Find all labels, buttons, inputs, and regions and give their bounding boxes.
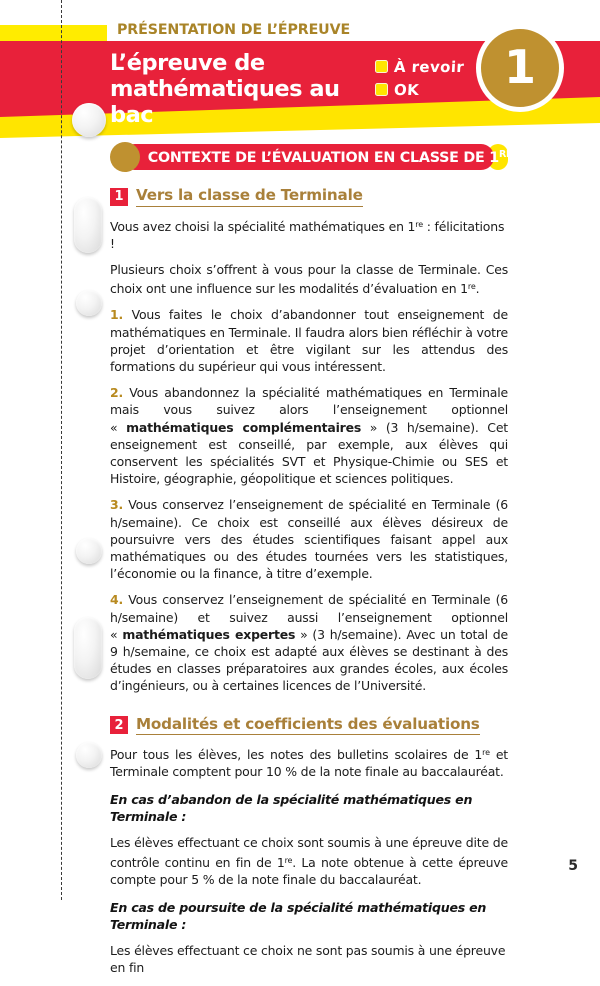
list-item bbox=[110, 384, 508, 487]
chapter-number-badge bbox=[476, 24, 564, 112]
binding-hole bbox=[76, 290, 102, 316]
binding-hole bbox=[76, 538, 102, 564]
perforation-dashed-line bbox=[61, 0, 62, 900]
list-item-text: Vous conservez l’enseignement de spécialité en Terminale (6 h/semaine). Ce choix est conseillé aux élèves désireux de poursuivre vers des études scientifiques faisant appel aux mathématiques ou des études tournées vers les statistiques, l’économie ou la finance, à titre d’exemple. bbox=[110, 497, 508, 582]
chapter-number-value: 1 bbox=[503, 39, 536, 94]
paragraph-s2-1: Pour tous les élèves, les notes des bulletins scolaires de 1re et Terminale comptent pour 10 % de la note finale au baccalauréat. bbox=[110, 747, 508, 780]
page-title-line-2: mathématiques au bac bbox=[110, 76, 340, 128]
section-title-2: Modalités et coefficients des évaluations bbox=[136, 715, 480, 736]
section-number-badge-2: 2 bbox=[110, 716, 128, 734]
paragraph-intro-1: Vous avez choisi la spécialité mathématiques en 1re : félicitations ! bbox=[110, 218, 505, 251]
list-item-number: 4. bbox=[110, 592, 124, 608]
section-heading-2 bbox=[110, 715, 508, 736]
paragraph-intro-2: Plusieurs choix s’offrent à vous pour la classe de Terminale. Ces choix ont une influence sur les modalités d’évaluation en 1re. bbox=[110, 261, 508, 297]
list-item-text-after: » (3 h/semaine). Cet enseignement est conseillé, par exemple, aux élèves qui conservent les spécialités SVT et Physique-Chimie ou SES et Histoire, géographie, géopolitique et sciences politiques. bbox=[110, 419, 508, 487]
list-item-text-before: Vous abandonnez la spécialité mathématiques en Terminale mais vous suivez alors l’enseignement optionnel « bbox=[110, 385, 508, 435]
context-banner bbox=[110, 142, 513, 172]
subheading-poursuite: En cas de poursuite de la spécialité mathématiques en Terminale : bbox=[110, 900, 487, 933]
checkbox-icon-a-revoir[interactable] bbox=[375, 60, 388, 73]
yellow-tab-accent bbox=[0, 25, 107, 43]
page-title bbox=[110, 50, 375, 128]
list-item bbox=[110, 306, 508, 375]
section-number-badge-1: 1 bbox=[110, 188, 128, 206]
list-item-emphasis: mathématiques expertes bbox=[122, 626, 296, 642]
checklist-label-a-revoir: À revoir bbox=[393, 57, 465, 76]
list-item-text-after: » (3 h/semaine). Avec un total de 9 h/semaine, ce choix est adapté aux élèves se destinant à des études en classes préparatoires aux grandes écoles, aux écoles d’ingénieurs, ou à certaines licences de l’Université. bbox=[110, 626, 508, 694]
context-banner-pill bbox=[122, 144, 513, 170]
list-item bbox=[110, 591, 508, 694]
page-content bbox=[110, 142, 513, 986]
checklist-row-ok[interactable] bbox=[375, 79, 464, 100]
list-item-number: 3. bbox=[110, 497, 124, 513]
header-kicker: PRÉSENTATION DE L’ÉPREUVE bbox=[117, 22, 351, 38]
context-banner-label: CONTEXTE DE L’ÉVALUATION EN CLASSE DE 1RE bbox=[147, 148, 513, 166]
binding-hole bbox=[72, 103, 106, 137]
checklist-row-a-revoir[interactable] bbox=[375, 56, 464, 77]
subheading-abandon: En cas d’abandon de la spécialité mathématiques en Terminale : bbox=[110, 792, 473, 825]
list-item-number: 1. bbox=[110, 307, 124, 323]
binding-hole bbox=[74, 197, 102, 253]
list-item-emphasis: mathématiques complémentaires bbox=[126, 419, 362, 435]
binding-hole bbox=[74, 617, 102, 679]
list-item-text: Vous faites le choix d’abandonner tout enseignement de mathématiques en Terminale. Il faudra alors bien réfléchir à votre projet d’orientation et être vigilant sur les attendus des formations du supérieur qui vous intéressent. bbox=[110, 307, 508, 374]
page-title-line-1: L’épreuve de bbox=[110, 50, 265, 76]
checklist-label-ok: OK bbox=[393, 80, 420, 99]
page-number: 5 bbox=[568, 858, 578, 874]
list-item-text-before: Vous conservez l’enseignement de spécialité en Terminale (6 h/semaine) et suivez aussi l’enseignement optionnel « bbox=[110, 592, 508, 642]
binding-hole bbox=[76, 742, 102, 768]
checkbox-icon-ok[interactable] bbox=[375, 83, 388, 96]
section-title-1: Vers la classe de Terminale bbox=[136, 186, 363, 207]
section-heading-1 bbox=[110, 186, 508, 207]
context-banner-gold-dot bbox=[110, 142, 140, 172]
paragraph-s2-3: Les élèves effectuant ce choix ne sont pas soumis à une épreuve en fin bbox=[110, 943, 506, 976]
list-item bbox=[110, 496, 508, 582]
status-checklist bbox=[375, 56, 464, 102]
list-item-number: 2. bbox=[110, 385, 124, 401]
paragraph-s2-2: Les élèves effectuant ce choix sont soumis à une épreuve dite de contrôle continu en fin de 1re. La note obtenue à cette épreuve compte pour 5 % de la note finale du baccalauréat. bbox=[110, 835, 508, 887]
